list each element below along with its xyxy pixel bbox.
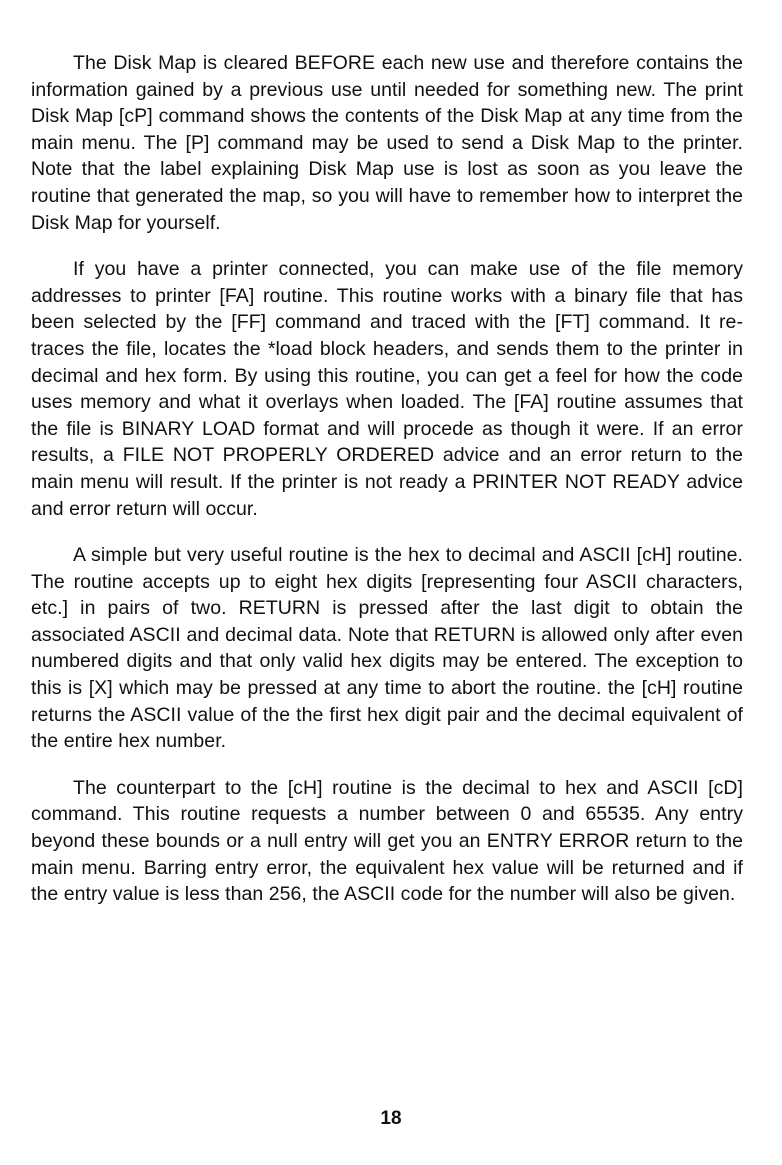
- page-body: [31, 50, 743, 928]
- paragraph-decimal-to-hex: The counterpart to the [cH] routine is the decimal to hex and ASCII [cD] command. This routine requests a number between 0 and 65535. Any entry beyond these bounds or a null entry will get you an ENTRY ERROR return to the main menu. Barring entry error, the equivalent hex value will be returned and if the entry value is less than 256, the ASCII code for the number will also be given.: [31, 776, 743, 906]
- paragraph-hex-to-decimal: A simple but very useful routine is the hex to decimal and ASCII [cH] routine. The routine accepts up to eight hex digits [representing four ASCII characters, etc.] in pairs of two. RETURN is pressed after the last digit to obtain the associated ASCII and decimal data. Note that RETURN is allowed only after even numbered digits and that only valid hex digits may be entered. The exception to this is [X] which may be pressed at any time to abort the routine. the [cH] routine returns the ASCII value of the the first hex digit pair and the decimal equivalent of the entire hex number.: [31, 544, 743, 753]
- page-number: 18: [380, 1108, 402, 1129]
- paragraph-file-addresses: If you have a printer connected, you can make use of the file memory addresses to printer [FA] routine. This routine works with a binary file that has been selected by the [FF] command and traced with the [FT] command. It re-traces the file, locates the *load block headers, and sends them to the printer in decimal and hex form. By using this routine, you can get a feel for how the code uses memory and what it overlays when loaded. The [FA] routine assumes that the file is BINARY LOAD format and will procede as though it were. If an error results, a FILE NOT PROPERLY ORDERED advice and an error return to the main menu will result. If the printer is not ready a PRINTER NOT READY advice and error return will occur.: [31, 258, 743, 520]
- paragraph-disk-map: The Disk Map is cleared BEFORE each new use and therefore contains the information gained by a previous use until needed for something new. The print Disk Map [cP] command shows the contents of the Disk Map at any time from the main menu. The [P] command may be used to send a Disk Map to the printer. Note that the label explaining Disk Map use is lost as soon as you leave the routine that generated the map, so you will have to remember how to interpret the Disk Map for yourself.: [31, 52, 743, 234]
